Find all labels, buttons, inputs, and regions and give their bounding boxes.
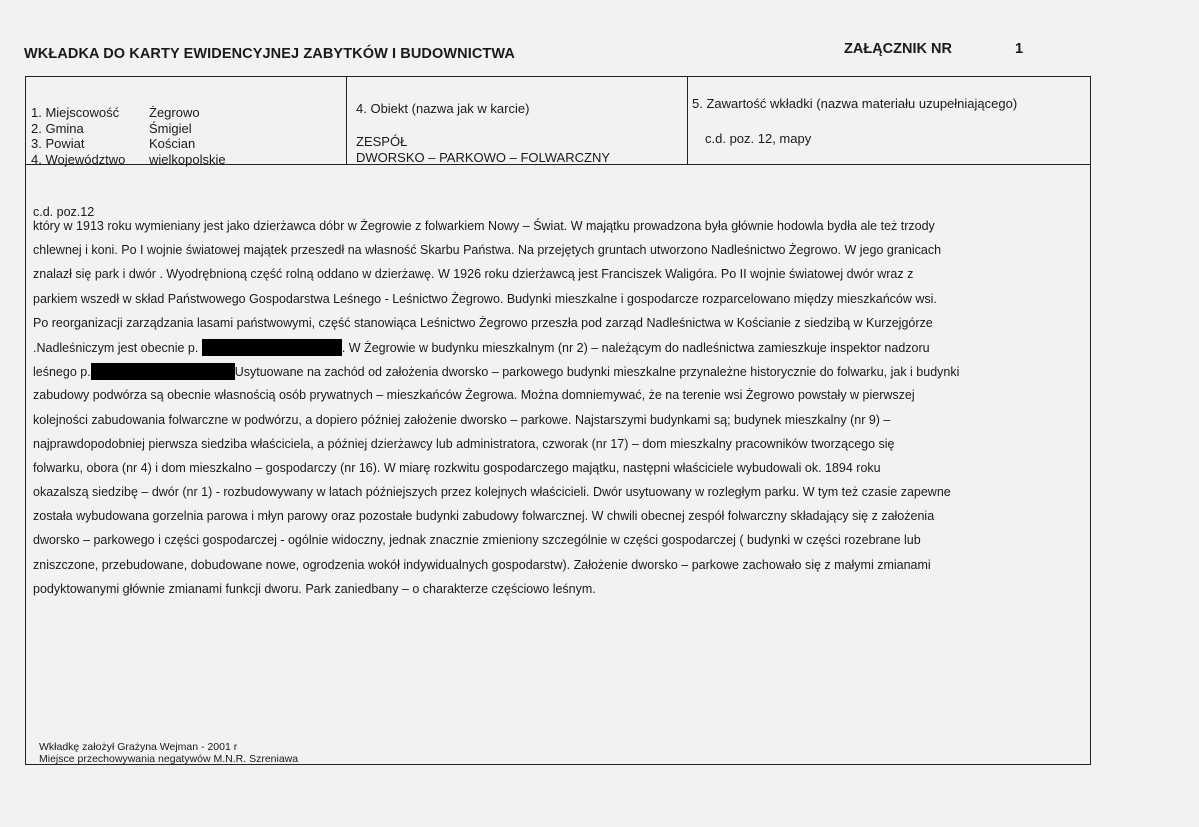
location-value: Kościan [149, 136, 196, 151]
location-value: Śmigiel [149, 120, 192, 136]
text-line: zabudowy podwórza są obecnie własnością osób prywatnych – mieszkańców Żegrowa. Można domniemywać, że na terenie wsi Żegrowo powstały w pierwszej [33, 388, 915, 403]
text-line: folwarku, obora (nr 4) i dom mieszkalno – gospodarczy (nr 16). W miarę rozkwitu gospodarczego majątku, następni właściciele wybudowali ok. 1894 roku [33, 460, 881, 475]
text-line [33, 363, 1083, 387]
redaction-bar [91, 363, 235, 380]
text-line: kolejności zabudowania folwarczne w podwórzu, a dopiero później założenie dworsko – parkowe. Najstarszymi budynkami są; budynek mieszkalny (nr 9) – [33, 412, 891, 427]
document-title: WKŁADKA DO KARTY EWIDENCYJNEJ ZABYTKÓW I BUDOWNICTWA [24, 46, 515, 62]
text-line: parkiem wszedł w skład Państwowego Gospodarstwa Leśnego - Leśnictwo Żegrowo. Budynki mieszkalne i gospodarcze rozparcelowano między mieszkańców wsi. [33, 291, 937, 306]
text-line: chlewnej i koni. Po I wojnie światowej majątek przeszedł na własność Skarbu Państwa. Na przejętych gruntach utworzono Nadleśnictwo Żegrowo. W jego granicach [33, 243, 942, 258]
redaction-bar [202, 339, 342, 356]
text-line: okazalszą siedzibę – dwór (nr 1) - rozbudowywany w latach późniejszych przez kolejnych właścicieli. Dwór usytuowany w rozległym parku. W tym też czasie zapewne [33, 485, 951, 500]
description-text [33, 218, 1083, 605]
text-line: najprawdopodobniej pierwsza siedziba właściciela, a później dzierżawcy lub administratora, czworak (nr 17) – dom mieszkalny pracowników tworzącego się [33, 436, 895, 451]
author-line: Wkładkę założył Grażyna Wejman - 2001 r [39, 741, 238, 753]
text-line: została wybudowana gorzelnia parowa i młyn parowy oraz pozostałe budynki zabudowy folwarcznej. W chwili obecnej zespół folwarczny składający się z założenia [33, 509, 935, 524]
negatives-location-line: Miejsce przechowywania negatywów M.N.R. Szreniawa [39, 753, 299, 765]
contents-heading: 5. Zawartość wkładki (nazwa materiału uzupełniającego) [692, 96, 1018, 111]
text-fragment: . W Żegrowie w budynku mieszkalnym (nr 2) – należącym do nadleśnictwa zamieszkuje inspektor nadzoru [341, 340, 930, 355]
text-line: Po reorganizacji zarządzania lasami państwowymi, część stanowiąca Leśnictwo Żegrowo przeszła pod zarząd Nadleśnictwa w Kościanie z siedzibą w Kurzejgórze [33, 315, 933, 330]
object-heading: 4. Obiekt (nazwa jak w karcie) [356, 101, 530, 116]
contents-value: c.d. poz. 12, mapy [705, 131, 812, 146]
header-row [26, 77, 1090, 165]
attachment-number: 1 [1015, 41, 1024, 57]
column-divider [687, 77, 688, 165]
object-name-line: DWORSKO – PARKOWO – FOLWARCZNY [356, 149, 611, 165]
footer [39, 741, 298, 765]
object-name [356, 134, 610, 165]
location-value: Żegrowo [149, 105, 200, 120]
text-fragment: .Nadleśniczym jest obecnie p. [33, 340, 199, 355]
record-frame [25, 76, 1091, 765]
text-line [33, 339, 1083, 363]
text-line: znalazł się park i dwór . Wyodrębnioną część rolną oddano w dzierżawę. W 1926 roku dzierżawcą jest Franciszek Waligóra. Po II wojnie światowej dwór wraz z [33, 267, 914, 282]
text-fragment: Usytuowane na zachód od założenia dworsko – parkowego budynki mieszkalne przynależne historycznie do folwarku, jak i budynki [234, 365, 960, 380]
location-label: 1. Miejscowość [31, 105, 120, 120]
location-value: wielkopolskie [149, 151, 226, 167]
attachment-label: ZAŁĄCZNIK NR [844, 41, 952, 57]
text-line: zniszczone, przebudowane, dobudowane nowe, ogrodzenia wokół indywidualnych gospodarstw). Założenie dworsko – parkowe zachowało się z małymi zmianami [33, 557, 931, 572]
continuation-reference: c.d. poz.12 [33, 205, 95, 219]
column-divider [346, 77, 347, 165]
location-label: 4. Województwo [31, 151, 126, 167]
object-name-line: ZESPÓŁ [356, 134, 408, 149]
text-line: podyktowanymi głównie zmianami funkcji dworu. Park zaniedbany – o charakterze częściowo leśnym. [33, 581, 596, 596]
text-fragment: leśnego p. [33, 365, 91, 380]
location-label: 3. Powiat [31, 136, 85, 151]
location-label: 2. Gmina [31, 120, 84, 136]
text-line: który w 1913 roku wymieniany jest jako dzierżawca dóbr w Żegrowie z folwarkiem Nowy – Świat. W majątku prowadzona była głównie hodowla bydła ale też trzody [33, 219, 935, 233]
text-line: dworsko – parkowego i części gospodarczej - ogólnie widoczny, jednak znacznie zmieniony szczególnie w części gospodarczej ( budynki w części rozebrane lub [33, 533, 921, 548]
